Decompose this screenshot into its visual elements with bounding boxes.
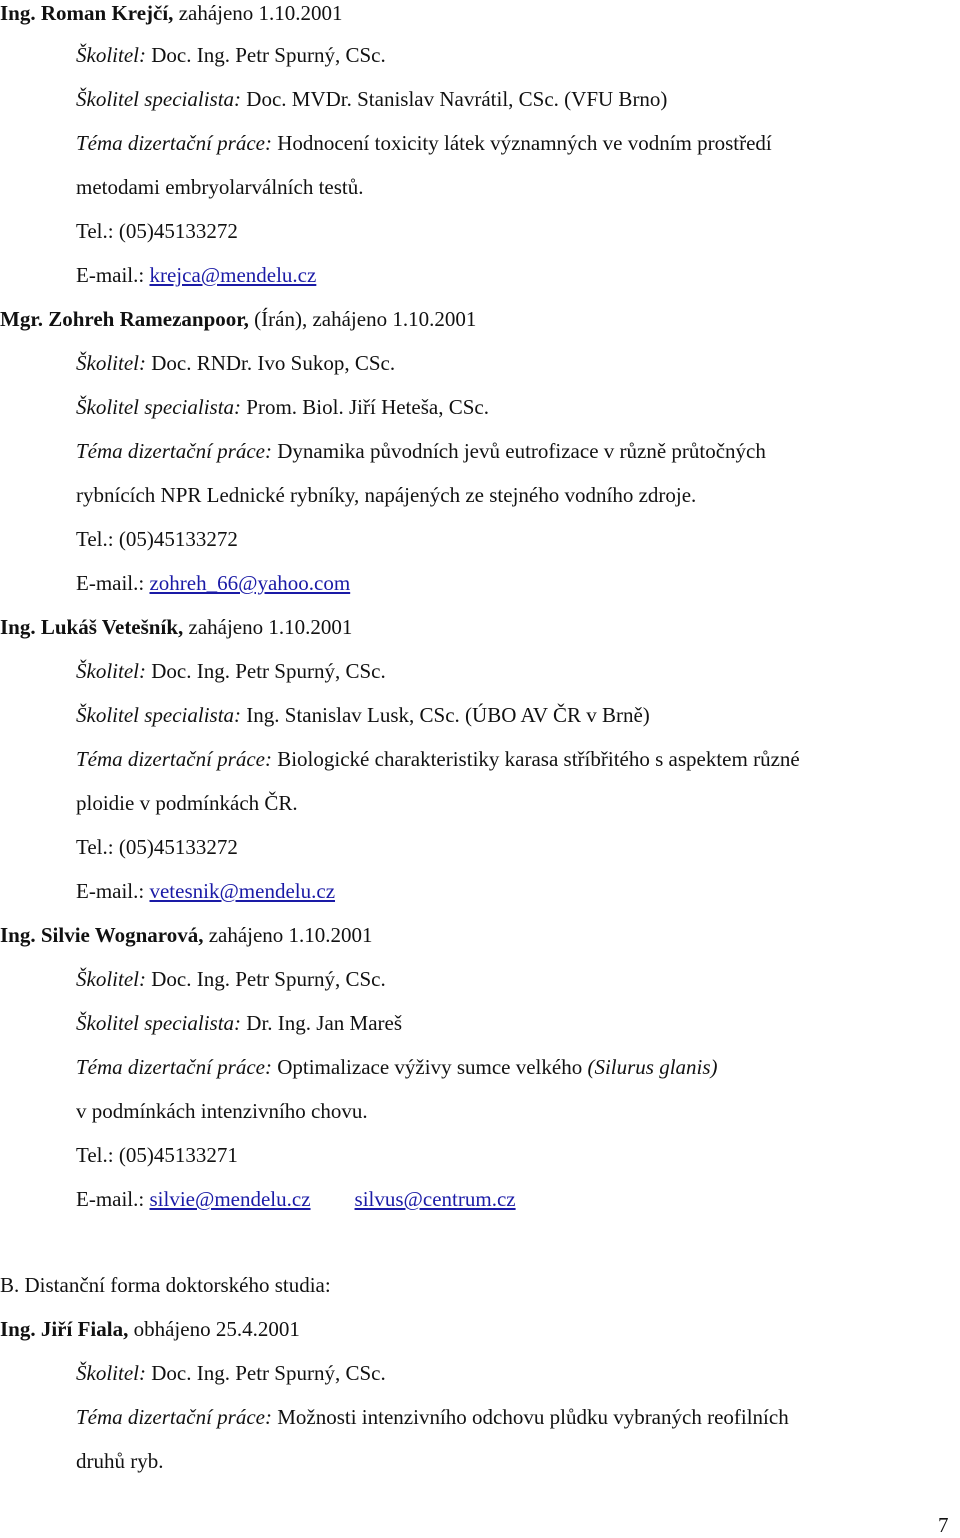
email-line	[76, 262, 316, 288]
supervisor-line	[76, 350, 395, 376]
start-date: zahájeno 1.10.2001	[188, 615, 353, 639]
phone-label: Tel.:	[76, 219, 114, 243]
thesis-line-cont: ploidie v podmínkách ČR.	[76, 791, 298, 815]
section-heading: B. Distanční forma doktorského studia:	[0, 1273, 331, 1297]
defense-date: obhájeno 25.4.2001	[133, 1317, 300, 1341]
specialist-label: Školitel specialista:	[76, 395, 242, 419]
phone-label: Tel.:	[76, 1143, 114, 1167]
student-name: Ing. Jiří Fiala,	[0, 1317, 129, 1341]
student-name: Ing. Roman Krejčí,	[0, 1, 174, 25]
email-link-secondary[interactable]: silvus@centrum.cz	[354, 1187, 516, 1211]
supervisor-name: Doc. Ing. Petr Spurný, CSc.	[151, 43, 386, 67]
supervisor-label: Školitel:	[76, 43, 146, 67]
thesis-line	[76, 438, 766, 464]
page-number: 7	[938, 1513, 949, 1537]
specialist-line	[76, 1010, 402, 1036]
email-label: E-mail.:	[76, 1187, 145, 1211]
start-date: zahájeno 1.10.2001	[178, 1, 343, 25]
student-header	[0, 306, 476, 332]
thesis-line	[76, 746, 800, 772]
specialist-label: Školitel specialista:	[76, 87, 242, 111]
student-name: Ing. Silvie Wognarová,	[0, 923, 204, 947]
supervisor-name: Doc. Ing. Petr Spurný, CSc.	[151, 1361, 386, 1385]
start-date: (Írán), zahájeno 1.10.2001	[254, 307, 477, 331]
specialist-name: Ing. Stanislav Lusk, CSc. (ÚBO AV ČR v Brně)	[246, 703, 650, 727]
email-label: E-mail.:	[76, 879, 145, 903]
email-link[interactable]: vetesnik@mendelu.cz	[149, 879, 336, 903]
species-latin-name: (Silurus glanis)	[587, 1055, 718, 1079]
specialist-name: Dr. Ing. Jan Mareš	[246, 1011, 403, 1035]
supervisor-line	[76, 1360, 386, 1386]
supervisor-label: Školitel:	[76, 351, 146, 375]
thesis-label: Téma dizertační práce:	[76, 439, 272, 463]
supervisor-name: Doc. Ing. Petr Spurný, CSc.	[151, 659, 386, 683]
student-name: Ing. Lukáš Vetešník,	[0, 615, 184, 639]
phone-number: (05)45133272	[118, 219, 238, 243]
thesis-line-cont: metodami embryolarválních testů.	[76, 175, 364, 199]
email-link[interactable]: zohreh_66@yahoo.com	[149, 571, 351, 595]
thesis-label: Téma dizertační práce:	[76, 131, 272, 155]
thesis-line	[76, 130, 772, 156]
thesis-label: Téma dizertační práce:	[76, 747, 272, 771]
phone-line	[76, 218, 238, 244]
supervisor-label: Školitel:	[76, 1361, 146, 1385]
specialist-label: Školitel specialista:	[76, 1011, 242, 1035]
student-header	[0, 0, 343, 26]
thesis-label: Téma dizertační práce:	[76, 1405, 272, 1429]
thesis-line-cont: v podmínkách intenzivního chovu.	[76, 1099, 368, 1123]
phone-number: (05)45133271	[118, 1143, 238, 1167]
specialist-name: Doc. MVDr. Stanislav Navrátil, CSc. (VFU Brno)	[246, 87, 668, 111]
student-header	[0, 922, 373, 948]
specialist-line	[76, 394, 489, 420]
supervisor-name: Doc. Ing. Petr Spurný, CSc.	[151, 967, 386, 991]
supervisor-line	[76, 42, 386, 68]
phone-line	[76, 526, 238, 552]
phone-label: Tel.:	[76, 527, 114, 551]
email-line	[76, 878, 335, 904]
thesis-title: Hodnocení toxicity látek významných ve vodním prostředí	[277, 131, 772, 155]
thesis-line-cont: druhů ryb.	[76, 1449, 164, 1473]
thesis-title: Možnosti intenzivního odchovu plůdku vybraných reofilních	[277, 1405, 789, 1429]
specialist-name: Prom. Biol. Jiří Heteša, CSc.	[246, 395, 489, 419]
supervisor-name: Doc. RNDr. Ivo Sukop, CSc.	[151, 351, 396, 375]
email-link[interactable]: krejca@mendelu.cz	[149, 263, 317, 287]
student-header	[0, 614, 352, 640]
thesis-label: Téma dizertační práce:	[76, 1055, 272, 1079]
phone-number: (05)45133272	[118, 835, 238, 859]
phone-label: Tel.:	[76, 835, 114, 859]
thesis-line-cont: rybnících NPR Lednické rybníky, napájených ze stejného vodního zdroje.	[76, 483, 697, 507]
phone-line	[76, 1142, 238, 1168]
thesis-title: Biologické charakteristiky karasa stříbřitého s aspektem různé	[277, 747, 800, 771]
specialist-line	[76, 702, 650, 728]
phone-line	[76, 834, 238, 860]
thesis-title: Dynamika původních jevů eutrofizace v různě průtočných	[277, 439, 766, 463]
start-date: zahájeno 1.10.2001	[208, 923, 373, 947]
thesis-line	[76, 1404, 789, 1430]
email-label: E-mail.:	[76, 571, 145, 595]
email-link[interactable]: silvie@mendelu.cz	[149, 1187, 311, 1211]
email-line	[76, 1186, 516, 1212]
thesis-line	[76, 1054, 718, 1080]
student-header	[0, 1316, 300, 1342]
supervisor-label: Školitel:	[76, 967, 146, 991]
student-name: Mgr. Zohreh Ramezanpoor,	[0, 307, 249, 331]
specialist-label: Školitel specialista:	[76, 703, 242, 727]
supervisor-label: Školitel:	[76, 659, 146, 683]
specialist-line	[76, 86, 667, 112]
supervisor-line	[76, 966, 386, 992]
thesis-title: Optimalizace výživy sumce velkého	[277, 1055, 583, 1079]
email-line	[76, 570, 350, 596]
supervisor-line	[76, 658, 386, 684]
phone-number: (05)45133272	[118, 527, 238, 551]
email-label: E-mail.:	[76, 263, 145, 287]
